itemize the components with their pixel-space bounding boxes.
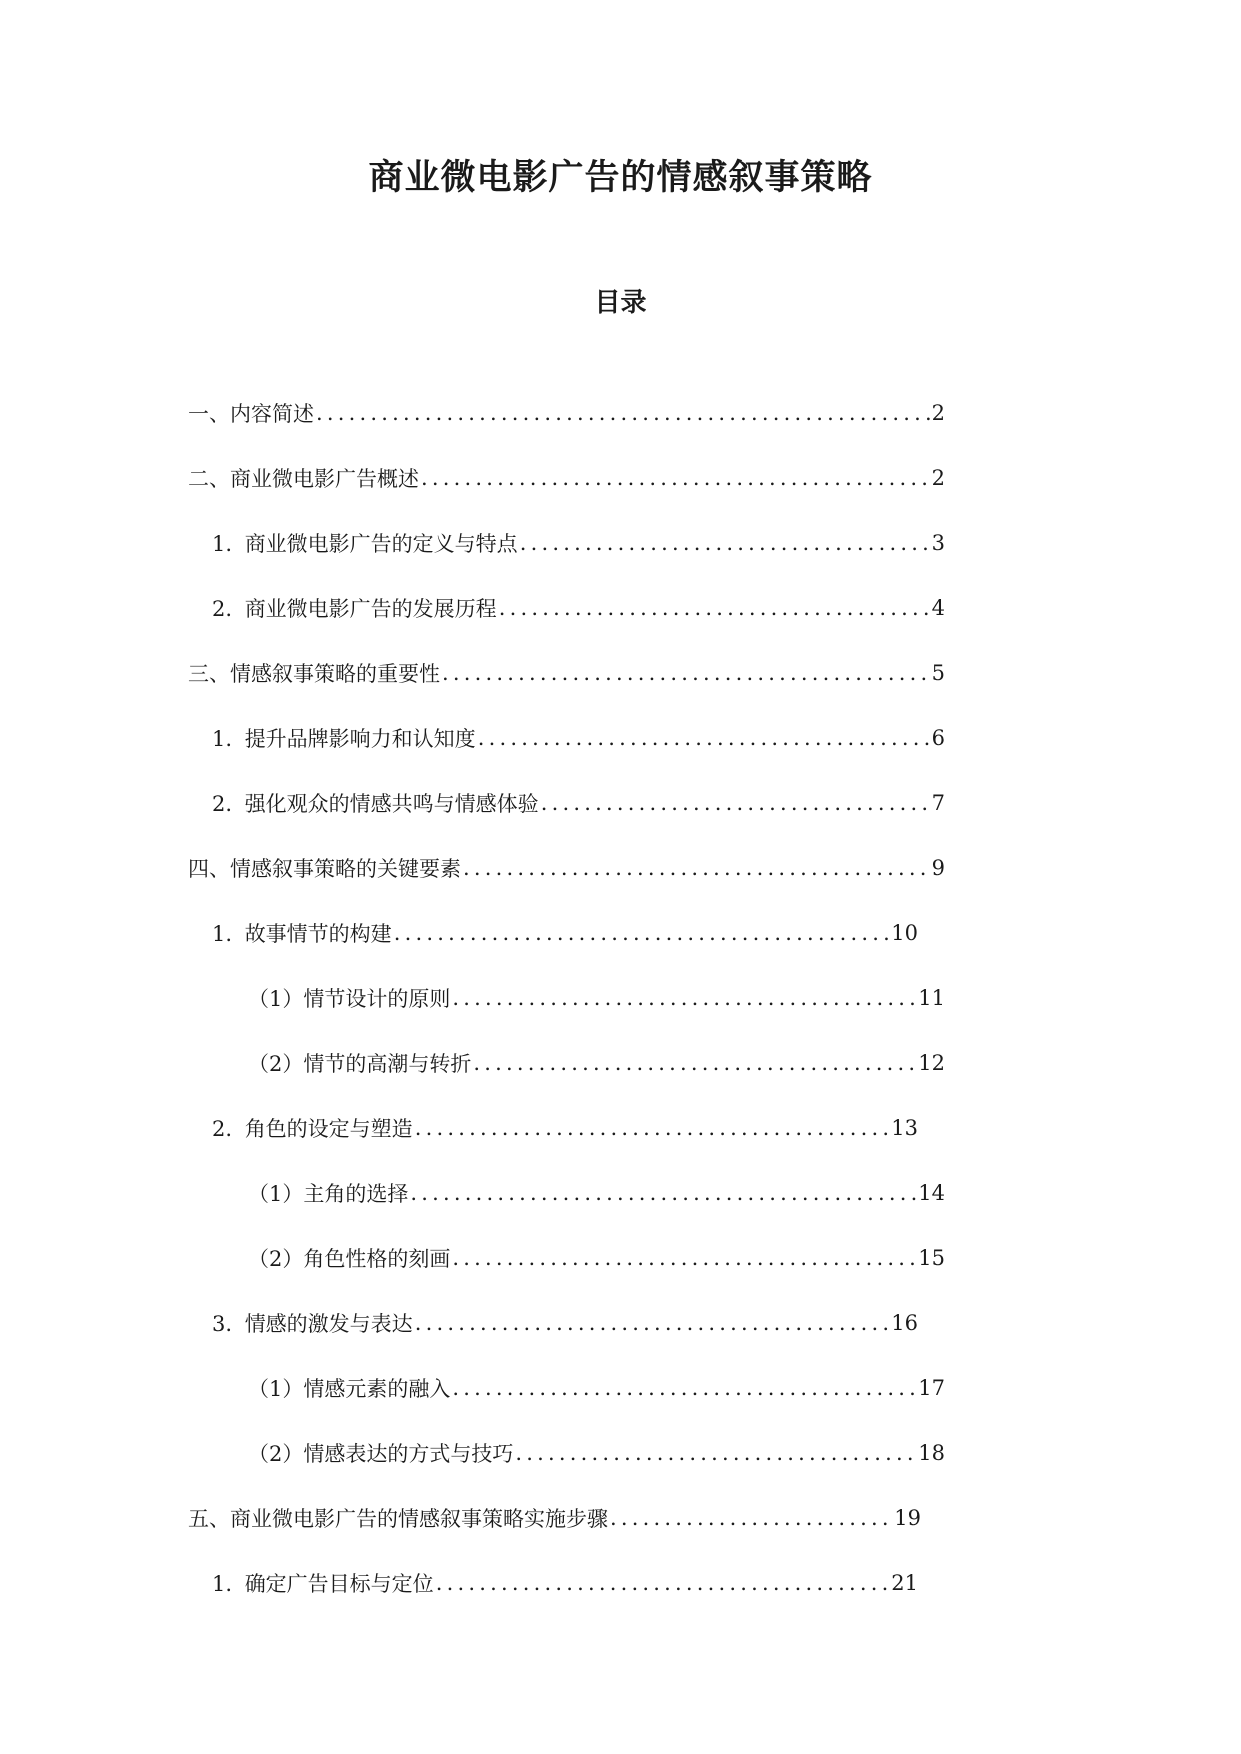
toc-entry-label: 情感的激发与表达: [244, 1311, 413, 1336]
toc-page-number: 2: [931, 400, 945, 425]
dot-leader: [478, 726, 932, 750]
toc-entry-label: 商业微电影广告的发展历程: [244, 596, 497, 621]
toc-entry-label: 提升品牌影响力和认知度: [244, 726, 476, 751]
dot-leader: [452, 986, 918, 1010]
toc-page-number: 9: [931, 855, 945, 880]
document-title: 商业微电影广告的情感叙事策略: [368, 157, 873, 198]
toc-entry-label: 二、商业微电影广告概述: [188, 466, 419, 491]
dot-leader: [410, 1181, 918, 1205]
toc-entry-5[interactable]: [0, 1485, 1241, 1550]
dot-leader: [452, 1246, 918, 1270]
toc-page-number: 11: [918, 985, 945, 1010]
toc-entry-number: （2）: [248, 1051, 304, 1076]
toc-entry-label: 五、商业微电影广告的情感叙事策略实施步骤: [188, 1506, 608, 1531]
toc-page-number: 6: [931, 725, 945, 750]
toc-entry-label: 角色的设定与塑造: [244, 1116, 413, 1141]
dot-leader: [316, 401, 932, 425]
toc-entry-label: 角色性格的刻画: [303, 1246, 451, 1271]
toc-entry-3[interactable]: [0, 640, 1241, 705]
toc-page-number: 4: [931, 595, 945, 620]
dot-leader: [415, 1311, 892, 1335]
toc-entry-4-1[interactable]: [0, 900, 1241, 965]
toc-entry-4-2-2[interactable]: [0, 1225, 1241, 1290]
toc-entry-label: 强化观众的情感共鸣与情感体验: [244, 791, 539, 816]
dot-leader: [541, 791, 932, 815]
toc-entry-3-2[interactable]: [0, 770, 1241, 835]
dot-leader: [436, 1571, 892, 1595]
toc-entry-number: 1.: [212, 1571, 233, 1596]
toc-entry-4-2-1[interactable]: [0, 1160, 1241, 1225]
toc-page-number: 18: [918, 1440, 945, 1465]
toc-page-number: 17: [918, 1375, 945, 1400]
toc-page-number: 2: [931, 465, 945, 490]
toc-page-number: 15: [918, 1245, 945, 1270]
toc-entry-3-1[interactable]: [0, 705, 1241, 770]
toc-page-number: 5: [931, 660, 945, 685]
dot-leader: [610, 1506, 894, 1530]
toc-page-number: 19: [894, 1505, 921, 1530]
toc-entry-number: （2）: [248, 1441, 304, 1466]
dot-leader: [394, 921, 892, 945]
dot-leader: [442, 661, 932, 685]
toc-entry-label: 情感表达的方式与技巧: [303, 1441, 514, 1466]
toc-entry-4-3-2[interactable]: [0, 1420, 1241, 1485]
toc-entry-4-3-1[interactable]: [0, 1355, 1241, 1420]
toc-heading: 目录: [594, 288, 647, 318]
dot-leader: [520, 531, 932, 555]
dot-leader: [499, 596, 932, 620]
toc-entry-number: 2.: [212, 596, 233, 621]
toc-entry-4-2[interactable]: [0, 1095, 1241, 1160]
toc-entry-2[interactable]: [0, 445, 1241, 510]
toc-entry-label: 商业微电影广告的定义与特点: [244, 531, 518, 556]
toc-page-number: 3: [931, 530, 945, 555]
toc-entry-number: 2.: [212, 791, 233, 816]
toc-page-number: 16: [891, 1310, 918, 1335]
toc-entry-number: （1）: [248, 1376, 304, 1401]
toc-entry-label: 确定广告目标与定位: [244, 1571, 434, 1596]
toc-entry-label: 情节设计的原则: [303, 986, 451, 1011]
toc-entry-number: （1）: [248, 986, 304, 1011]
dot-leader: [421, 466, 932, 490]
toc-entry-number: 1.: [212, 531, 233, 556]
dot-leader: [463, 856, 932, 880]
toc-page-number: 14: [918, 1180, 945, 1205]
toc-entry-number: （2）: [248, 1246, 304, 1271]
toc-entry-number: （1）: [248, 1181, 304, 1206]
toc-entry-4-3[interactable]: [0, 1290, 1241, 1355]
toc-entry-4[interactable]: [0, 835, 1241, 900]
toc-entry-label: 三、情感叙事策略的重要性: [188, 661, 440, 686]
toc-entry-4-1-2[interactable]: [0, 1030, 1241, 1095]
toc-entry-label: 故事情节的构建: [244, 921, 392, 946]
toc-entry-1[interactable]: [0, 380, 1241, 445]
dot-leader: [515, 1441, 918, 1465]
dot-leader: [473, 1051, 918, 1075]
toc-entry-label: 主角的选择: [303, 1181, 409, 1206]
toc-entry-5-1[interactable]: [0, 1550, 1241, 1615]
table-of-contents: [0, 380, 1241, 1615]
toc-entry-2-2[interactable]: [0, 575, 1241, 640]
toc-page-number: 10: [891, 920, 918, 945]
toc-entry-4-1-1[interactable]: [0, 965, 1241, 1030]
toc-entry-number: 2.: [212, 1116, 233, 1141]
toc-entry-number: 1.: [212, 726, 233, 751]
toc-entry-label: 情感元素的融入: [303, 1376, 451, 1401]
dot-leader: [452, 1376, 918, 1400]
toc-page-number: 12: [918, 1050, 945, 1075]
toc-entry-number: 3.: [212, 1311, 233, 1336]
toc-page-number: 7: [931, 790, 945, 815]
toc-entry-2-1[interactable]: [0, 510, 1241, 575]
toc-entry-number: 1.: [212, 921, 233, 946]
toc-entry-label: 一、内容简述: [188, 401, 314, 426]
toc-page-number: 13: [891, 1115, 918, 1140]
dot-leader: [415, 1116, 892, 1140]
toc-entry-label: 四、情感叙事策略的关键要素: [188, 856, 461, 881]
toc-page-number: 21: [891, 1570, 918, 1595]
toc-entry-label: 情节的高潮与转折: [303, 1051, 472, 1076]
